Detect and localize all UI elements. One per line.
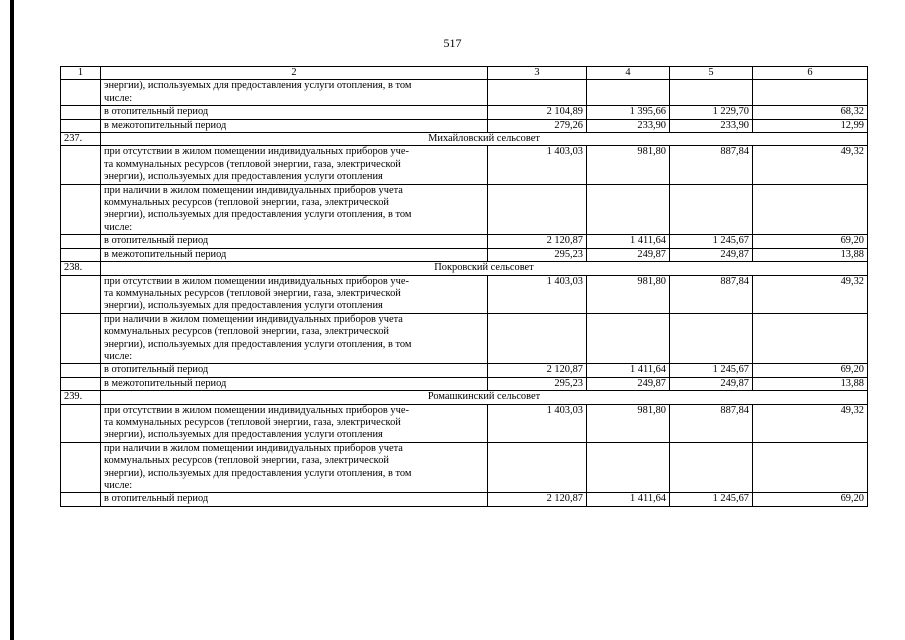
section-number: 239. — [61, 391, 101, 404]
table-row — [61, 184, 868, 235]
index-cell — [61, 235, 101, 248]
value-col-5: 1 245,67 — [670, 364, 753, 377]
description-cell: в межотопительный период — [101, 377, 488, 390]
table-row — [61, 442, 868, 493]
header-col-2: 2 — [101, 67, 488, 80]
value-col-4 — [587, 80, 670, 106]
value-col-4: 1 395,66 — [587, 106, 670, 119]
header-col-1: 1 — [61, 67, 101, 80]
value-col-6: 69,20 — [753, 364, 868, 377]
table-row — [61, 106, 868, 119]
index-cell — [61, 377, 101, 390]
value-col-6 — [753, 313, 868, 364]
value-col-6: 69,20 — [753, 235, 868, 248]
table-header-row — [61, 67, 868, 80]
value-col-5: 887,84 — [670, 275, 753, 313]
description-cell — [101, 146, 488, 184]
description-line: числе: — [104, 92, 133, 104]
value-col-6: 13,88 — [753, 377, 868, 390]
value-col-4 — [587, 313, 670, 364]
description-cell — [101, 313, 488, 364]
value-col-4: 981,80 — [587, 146, 670, 184]
description-line: энергии), используемых для предоставления услуги отопления, в том — [104, 338, 412, 350]
value-col-6: 49,32 — [753, 404, 868, 442]
value-col-5: 249,87 — [670, 377, 753, 390]
value-col-4: 981,80 — [587, 404, 670, 442]
value-col-6 — [753, 442, 868, 493]
section-row — [61, 391, 868, 404]
value-col-4 — [587, 442, 670, 493]
description-cell — [101, 80, 488, 106]
description-line: коммунальных ресурсов (тепловой энергии, газа, электрической — [104, 197, 389, 209]
table-row — [61, 364, 868, 377]
value-col-5: 1 245,67 — [670, 493, 753, 506]
description-line: энергии), используемых для предоставления услуги отопления — [104, 429, 383, 441]
index-cell — [61, 275, 101, 313]
header-col-5: 5 — [670, 67, 753, 80]
table-row — [61, 248, 868, 261]
index-cell — [61, 493, 101, 506]
value-col-4: 233,90 — [587, 119, 670, 132]
value-col-6 — [753, 80, 868, 106]
index-cell — [61, 106, 101, 119]
description-line: числе: — [104, 350, 133, 362]
description-line: энергии), используемых для предоставления услуги отопления, в том — [104, 80, 412, 92]
description-cell — [101, 442, 488, 493]
section-number: 238. — [61, 262, 101, 275]
description-line: при отсутствии в жилом помещении индивидуальных приборов уче- — [104, 146, 409, 158]
description-line: энергии), используемых для предоставления услуги отопления, в том — [104, 209, 412, 221]
description-cell: в отопительный период — [101, 106, 488, 119]
description-cell — [101, 275, 488, 313]
value-col-4: 1 411,64 — [587, 235, 670, 248]
description-cell: в межотопительный период — [101, 119, 488, 132]
description-line: энергии), используемых для предоставления услуги отопления — [104, 300, 383, 312]
section-title: Михайловский сельсовет — [101, 133, 868, 146]
header-col-4: 4 — [587, 67, 670, 80]
table-row — [61, 493, 868, 506]
value-col-6 — [753, 184, 868, 235]
description-line: энергии), используемых для предоставления услуги отопления, в том — [104, 467, 412, 479]
index-cell — [61, 184, 101, 235]
left-margin-bar — [10, 0, 14, 640]
value-col-5: 233,90 — [670, 119, 753, 132]
header-col-3: 3 — [488, 67, 587, 80]
table-row — [61, 119, 868, 132]
description-line: энергии), используемых для предоставления услуги отопления — [104, 171, 383, 183]
value-col-4: 1 411,64 — [587, 493, 670, 506]
value-col-4: 249,87 — [587, 248, 670, 261]
value-col-3 — [488, 313, 587, 364]
value-col-5: 1 229,70 — [670, 106, 753, 119]
description-line: числе: — [104, 480, 133, 491]
table-row — [61, 80, 868, 106]
table-row — [61, 235, 868, 248]
value-col-5: 249,87 — [670, 248, 753, 261]
value-col-5 — [670, 313, 753, 364]
index-cell — [61, 404, 101, 442]
value-col-3 — [488, 80, 587, 106]
value-col-3: 295,23 — [488, 377, 587, 390]
table-row — [61, 275, 868, 313]
table-row — [61, 313, 868, 364]
table-row — [61, 146, 868, 184]
value-col-3: 2 104,89 — [488, 106, 587, 119]
index-cell — [61, 248, 101, 261]
description-line: при наличии в жилом помещении индивидуальных приборов учета — [104, 442, 403, 454]
value-col-5: 887,84 — [670, 146, 753, 184]
value-col-3: 2 120,87 — [488, 364, 587, 377]
value-col-5 — [670, 184, 753, 235]
description-cell — [101, 184, 488, 235]
value-col-3 — [488, 184, 587, 235]
section-title: Покровский сельсовет — [101, 262, 868, 275]
index-cell — [61, 364, 101, 377]
description-line: та коммунальных ресурсов (тепловой энергии, газа, электрической — [104, 158, 401, 170]
tariff-table — [60, 66, 868, 507]
table-row — [61, 404, 868, 442]
value-col-6: 49,32 — [753, 275, 868, 313]
index-cell — [61, 80, 101, 106]
value-col-5 — [670, 80, 753, 106]
value-col-6: 13,88 — [753, 248, 868, 261]
table-row — [61, 377, 868, 390]
value-col-4 — [587, 184, 670, 235]
value-col-4: 249,87 — [587, 377, 670, 390]
value-col-6: 68,32 — [753, 106, 868, 119]
value-col-6: 69,20 — [753, 493, 868, 506]
section-number: 237. — [61, 133, 101, 146]
value-col-3: 2 120,87 — [488, 493, 587, 506]
page-number: 517 — [443, 36, 462, 50]
index-cell — [61, 146, 101, 184]
value-col-5: 1 245,67 — [670, 235, 753, 248]
value-col-3: 1 403,03 — [488, 404, 587, 442]
value-col-3: 1 403,03 — [488, 275, 587, 313]
index-cell — [61, 442, 101, 493]
value-col-3: 1 403,03 — [488, 146, 587, 184]
value-col-6: 49,32 — [753, 146, 868, 184]
description-line: при наличии в жилом помещении индивидуальных приборов учета — [104, 313, 403, 325]
description-line: при отсутствии в жилом помещении индивидуальных приборов уче- — [104, 275, 409, 287]
value-col-3: 2 120,87 — [488, 235, 587, 248]
value-col-5 — [670, 442, 753, 493]
description-line: та коммунальных ресурсов (тепловой энергии, газа, электрической — [104, 416, 401, 428]
description-line: коммунальных ресурсов (тепловой энергии, газа, электрической — [104, 455, 389, 467]
value-col-4: 981,80 — [587, 275, 670, 313]
index-cell — [61, 119, 101, 132]
section-title: Ромашкинский сельсовет — [101, 391, 868, 404]
description-line: при наличии в жилом помещении индивидуальных приборов учета — [104, 184, 403, 196]
section-row — [61, 262, 868, 275]
description-cell: в межотопительный период — [101, 248, 488, 261]
value-col-3 — [488, 442, 587, 493]
description-line: та коммунальных ресурсов (тепловой энергии, газа, электрической — [104, 287, 401, 299]
index-cell — [61, 313, 101, 364]
value-col-6: 12,99 — [753, 119, 868, 132]
description-line: числе: — [104, 221, 133, 233]
value-col-5: 887,84 — [670, 404, 753, 442]
value-col-3: 279,26 — [488, 119, 587, 132]
description-cell: в отопительный период — [101, 235, 488, 248]
description-cell — [101, 404, 488, 442]
description-cell: в отопительный период — [101, 493, 488, 506]
description-line: при отсутствии в жилом помещении индивидуальных приборов уче- — [104, 404, 409, 416]
header-col-6: 6 — [753, 67, 868, 80]
description-line: коммунальных ресурсов (тепловой энергии, газа, электрической — [104, 326, 389, 338]
value-col-3: 295,23 — [488, 248, 587, 261]
description-cell: в отопительный период — [101, 364, 488, 377]
section-row — [61, 133, 868, 146]
value-col-4: 1 411,64 — [587, 364, 670, 377]
